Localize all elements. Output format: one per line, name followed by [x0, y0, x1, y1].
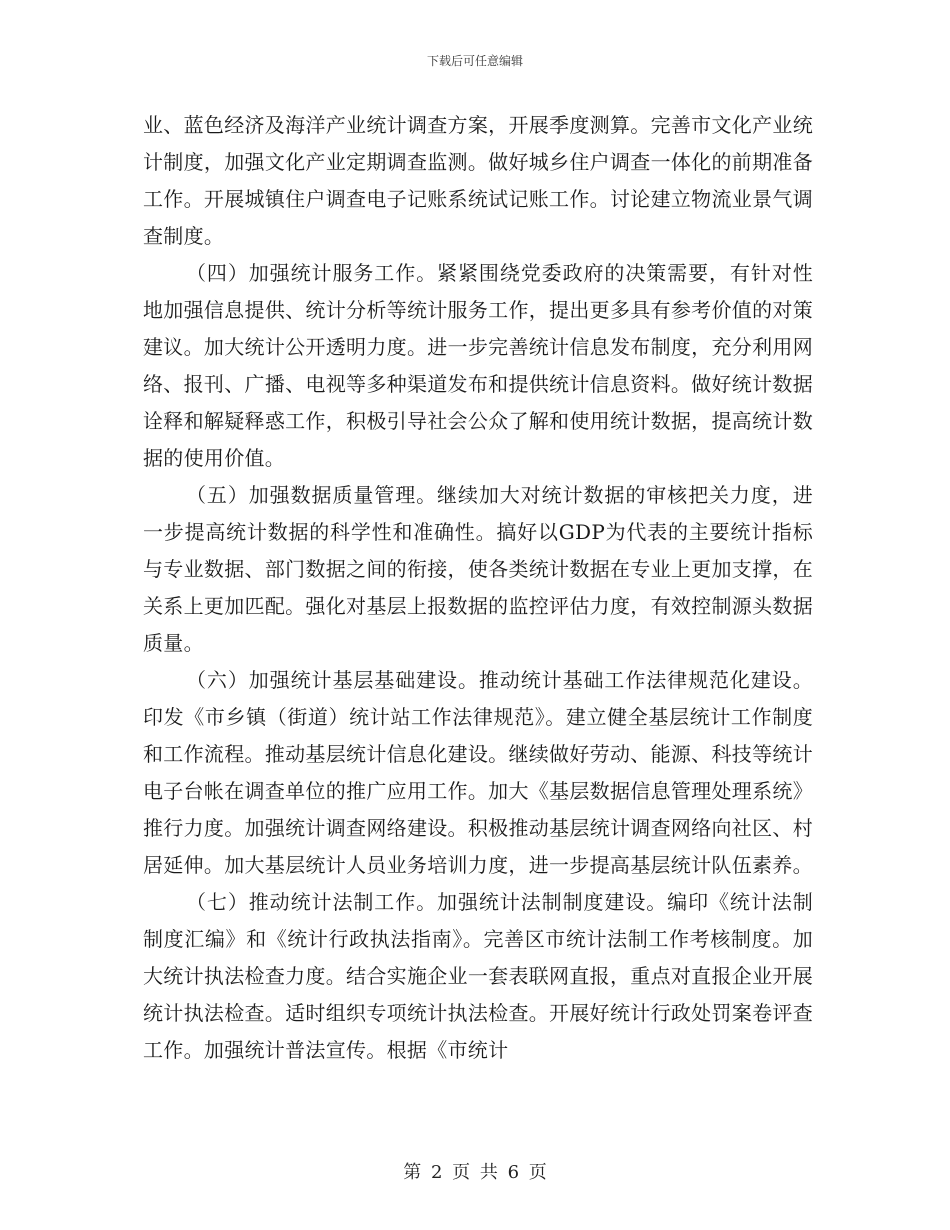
paragraph-section-7: （七）推动统计法制工作。加强统计法制制度建设。编印《统计法制制度汇编》和《统计行政执法指南》。完善区市统计法制工作考核制度。加大统计执法检查力度。结合实施企业一套表联网直报，重点对直报企业开展统计执法检查。适时组织专项统计执法检查。开展好统计行政处罚案卷评查工作。加强统计普法宣传。根据《市统计 — [143, 890, 813, 1062]
document-body — [143, 107, 813, 1069]
paragraph-section-4: （四）加强统计服务工作。紧紧围绕党委政府的决策需要，有针对性地加强信息提供、统计分析等统计服务工作，提出更多具有参考价值的对策建议。加大统计公开透明力度。进一步完善统计信息发布制度，充分利用网络、报刊、广播、电视等多种渠道发布和提供统计信息资料。做好统计数据诠释和解疑释惑工作，积极引导社会公众了解和使用统计数据，提高统计数据的使用价值。 — [143, 261, 813, 470]
paragraph-section-5: （五）加强数据质量管理。继续加大对统计数据的审核把关力度，进一步提高统计数据的科学性和准确性。搞好以GDP为代表的主要统计指标与专业数据、部门数据之间的衔接，使各类统计数据在专业上更加支撑，在关系上更加匹配。强化对基层上报数据的监控评估力度，有效控制源头数据质量。 — [143, 483, 813, 655]
page-header: 下载后可任意编辑 — [426, 54, 523, 68]
paragraph-continuation: 业、蓝色经济及海洋产业统计调查方案，开展季度测算。完善市文化产业统计制度，加强文化产业定期调查监测。做好城乡住户调查一体化的前期准备工作。开展城镇住户调查电子记账系统试记账工作。讨论建立物流业景气调查制度。 — [143, 113, 813, 248]
page-number: 第 2 页 共 6 页 — [403, 1162, 547, 1183]
paragraph-section-6: （六）加强统计基层基础建设。推动统计基础工作法律规范化建设。印发《市乡镇（街道）统计站工作法律规范》。建立健全基层统计工作制度和工作流程。推动基层统计信息化建设。继续做好劳动、能源、科技等统计电子台帐在调查单位的推广应用工作。加大《基层数据信息管理处理系统》推行力度。加强统计调查网络建设。积极推动基层统计调查网络向社区、村居延伸。加大基层统计人员业务培训力度，进一步提高基层统计队伍素养。 — [143, 668, 813, 877]
